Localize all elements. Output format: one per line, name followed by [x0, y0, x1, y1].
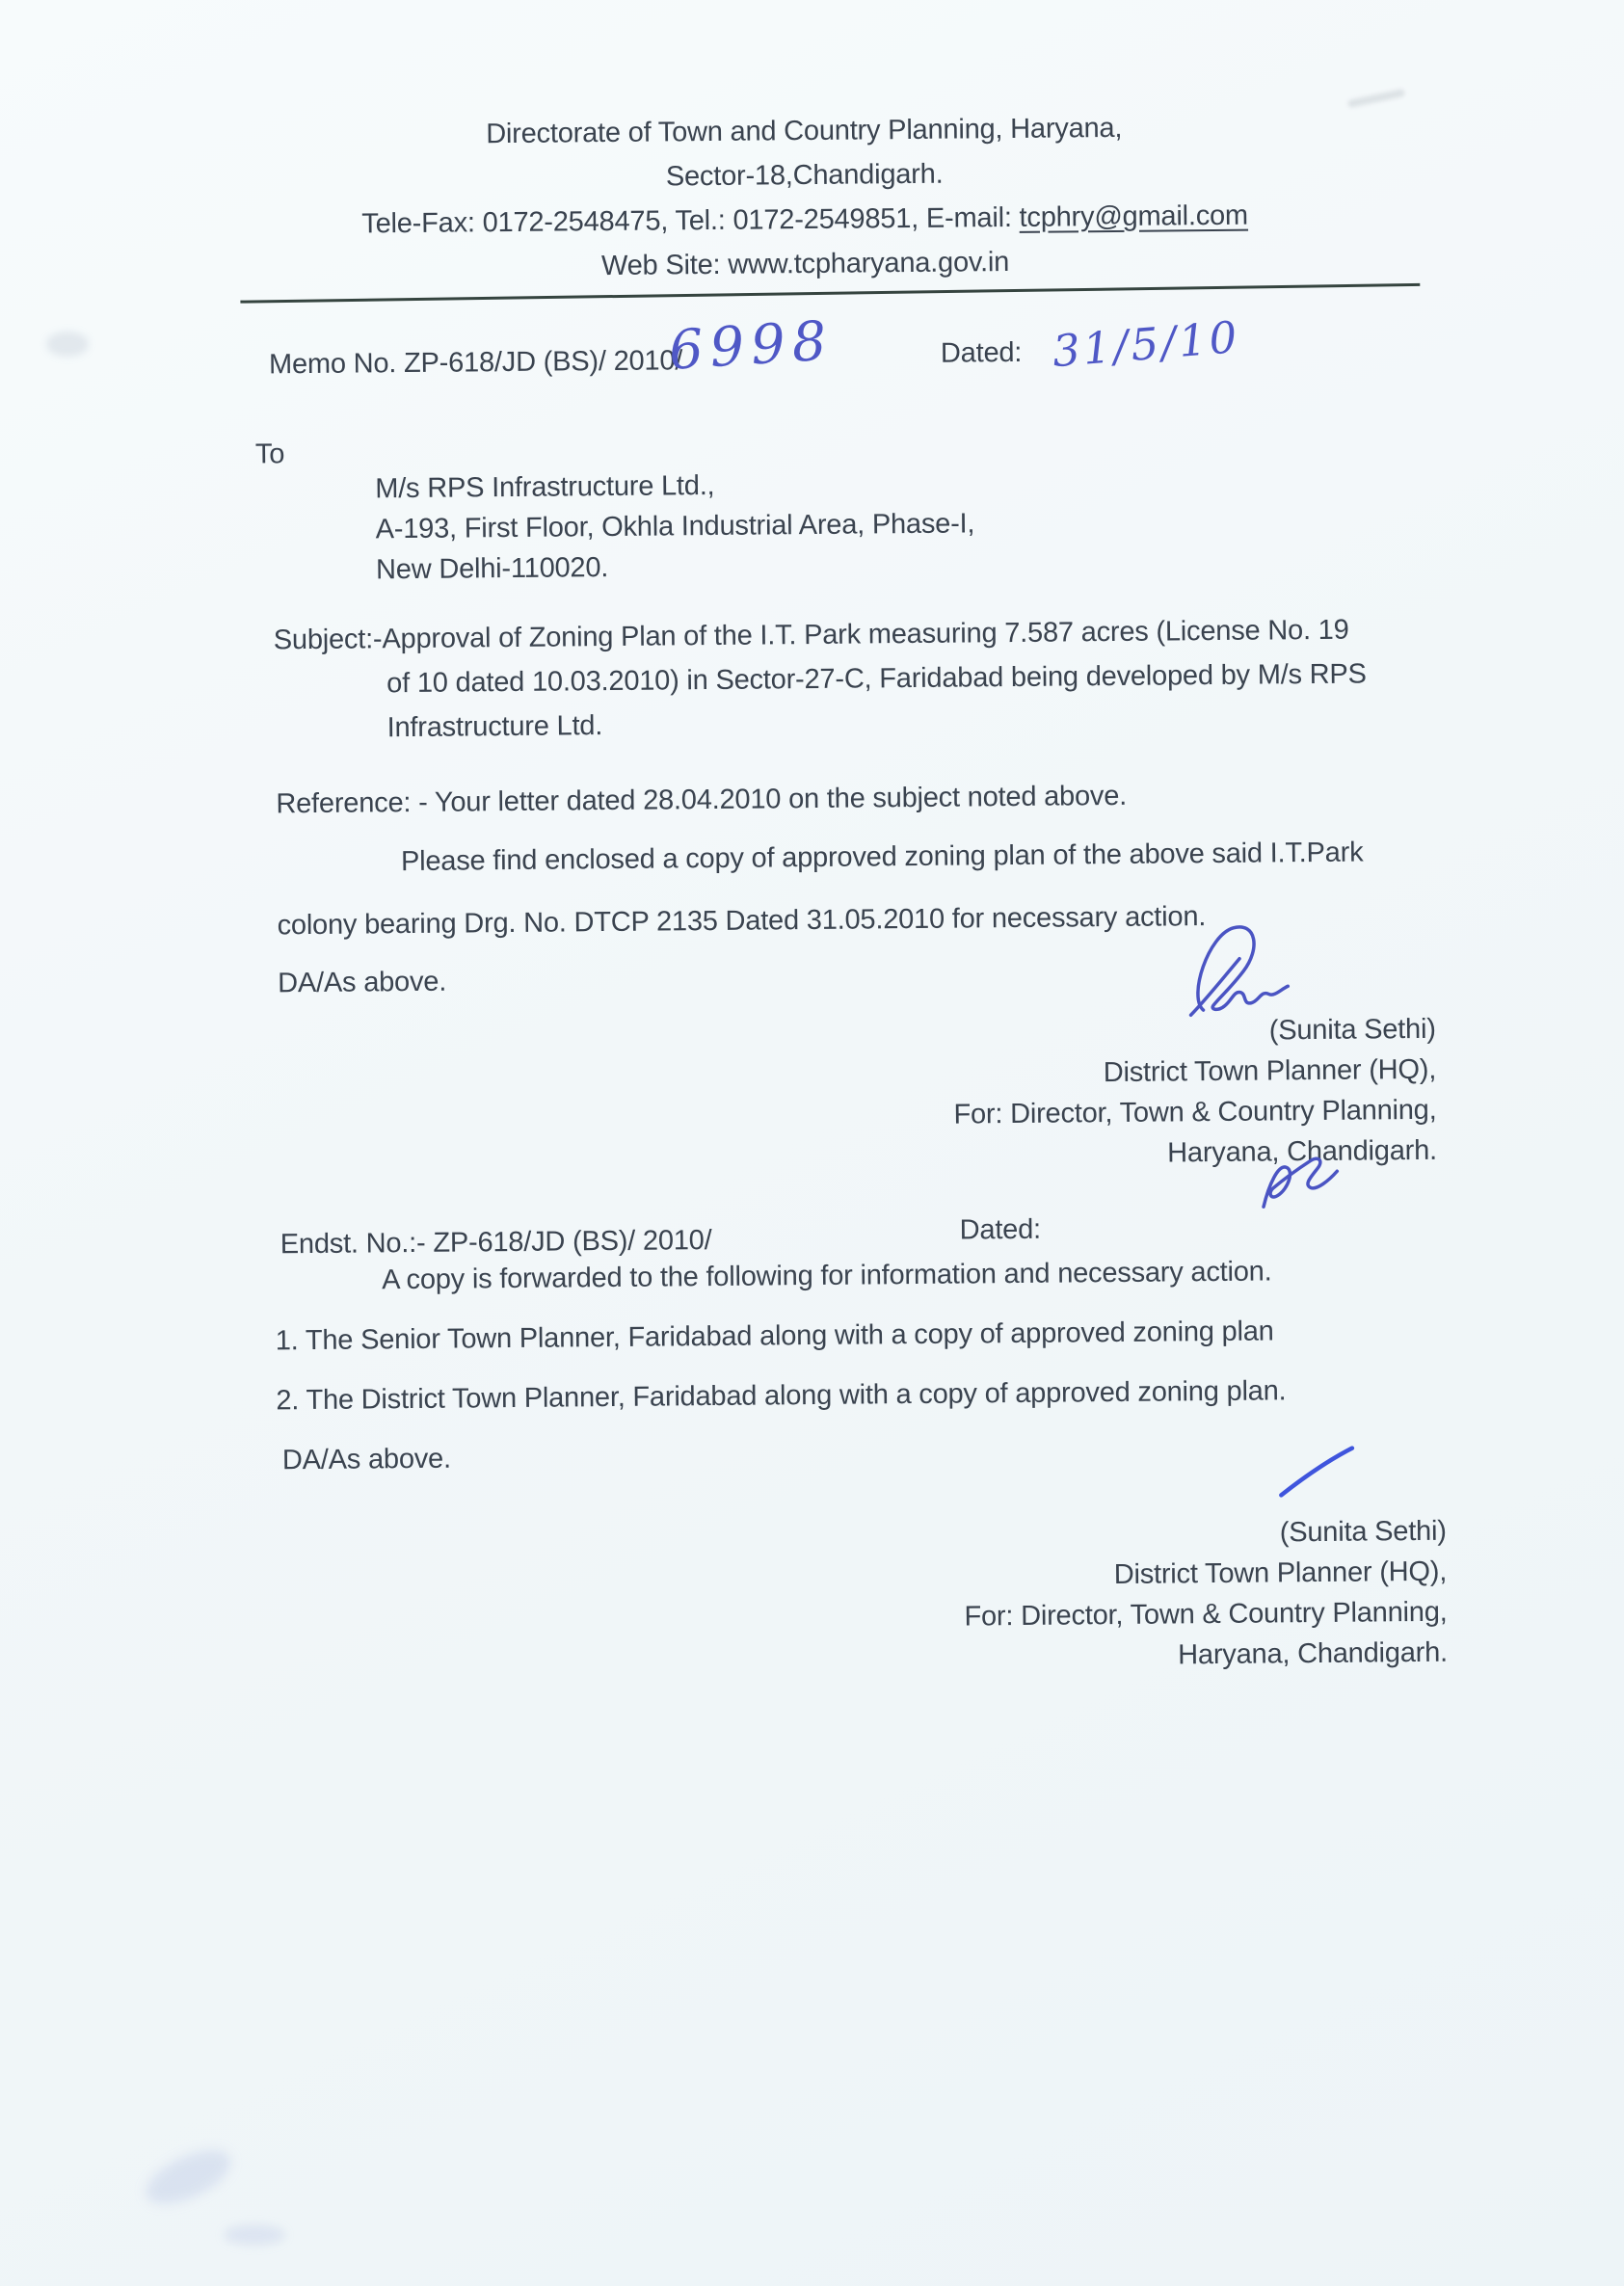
enclosure-note: DA/As above. [278, 966, 447, 999]
letterhead-org-name: Directorate of Town and Country Planning, Haryana, [486, 112, 1123, 150]
handwritten-date: 31/5/10 [1051, 311, 1242, 378]
body-paragraph-line: colony bearing Drg. No. DTCP 2135 Dated 31.05.2010 for necessary action. [277, 901, 1207, 942]
letterhead-address: Sector-18,Chandigarh. [665, 158, 944, 193]
signatory-title: District Town Planner (HQ), [1103, 1053, 1437, 1089]
to-label: To [254, 439, 285, 470]
endst-number-label: Endst. No.:- ZP-618/JD (BS)/ 2010/ [280, 1225, 712, 1261]
endst-dated-label: Dated: [959, 1213, 1042, 1246]
memo-number-label: Memo No. ZP-618/JD (BS)/ 2010/ [268, 345, 683, 381]
letterhead-website: Web Site: www.tcpharyana.gov.in [600, 247, 1010, 282]
letterhead-contact-line [0, 197, 1617, 244]
signatory-title: Haryana, Chandigarh. [1178, 1636, 1449, 1671]
reference-line: Reference: - Your letter dated 28.04.2010 on the subject noted above. [276, 780, 1128, 820]
signature-block-2 [964, 1511, 1449, 1678]
signatory-title: For: Director, Town & Country Planning, [953, 1094, 1437, 1130]
signatory-name: (Sunita Sethi) [1268, 1013, 1436, 1047]
handwritten-memo-number: 6998 [667, 309, 836, 383]
recipient-line: M/s RPS Infrastructure Ltd., [375, 469, 715, 505]
subject-line: Subject:-Approval of Zoning Plan of the I.T. Park measuring 7.587 acres (License No. 19 [273, 614, 1349, 656]
enclosure-note: DA/As above. [281, 1443, 452, 1476]
letterhead-divider [240, 283, 1420, 304]
forward-note: A copy is forwarded to the following for information and necessary action. [382, 1256, 1272, 1296]
signature-slash [1275, 1443, 1359, 1502]
subject-line: Infrastructure Ltd. [386, 710, 603, 744]
signature-scribble [1184, 918, 1314, 1020]
forward-item: 1. The Senior Town Planner, Faridabad along with a copy of approved zoning plan [275, 1316, 1274, 1357]
signatory-title: For: Director, Town & Country Planning, [964, 1596, 1448, 1633]
letterhead-phone: Tele-Fax: 0172-2548475, Tel.: 0172-2549851, E-mail: [361, 201, 1020, 240]
subject-line: of 10 dated 10.03.2010) in Sector-27-C, Faridabad being developed by M/s RPS [386, 658, 1367, 700]
initials-scribble [1252, 1146, 1358, 1214]
signature-block-1 [953, 1009, 1438, 1176]
signatory-title: Haryana, Chandigarh. [1167, 1134, 1438, 1169]
signatory-title: District Town Planner (HQ), [1113, 1555, 1448, 1591]
forward-item: 2. The District Town Planner, Faridabad along with a copy of approved zoning plan. [276, 1375, 1287, 1417]
letterhead-email: tcphry@gmail.com [1019, 199, 1249, 233]
body-paragraph-line: Please find enclosed a copy of approved zoning plan of the above said I.T.Park [400, 837, 1364, 878]
recipient-line: A-193, First Floor, Okhla Industrial Area, Phase-I, [375, 508, 975, 545]
signatory-name: (Sunita Sethi) [1279, 1515, 1447, 1549]
dated-label: Dated: [940, 336, 1023, 369]
recipient-line: New Delhi-110020. [375, 552, 609, 586]
